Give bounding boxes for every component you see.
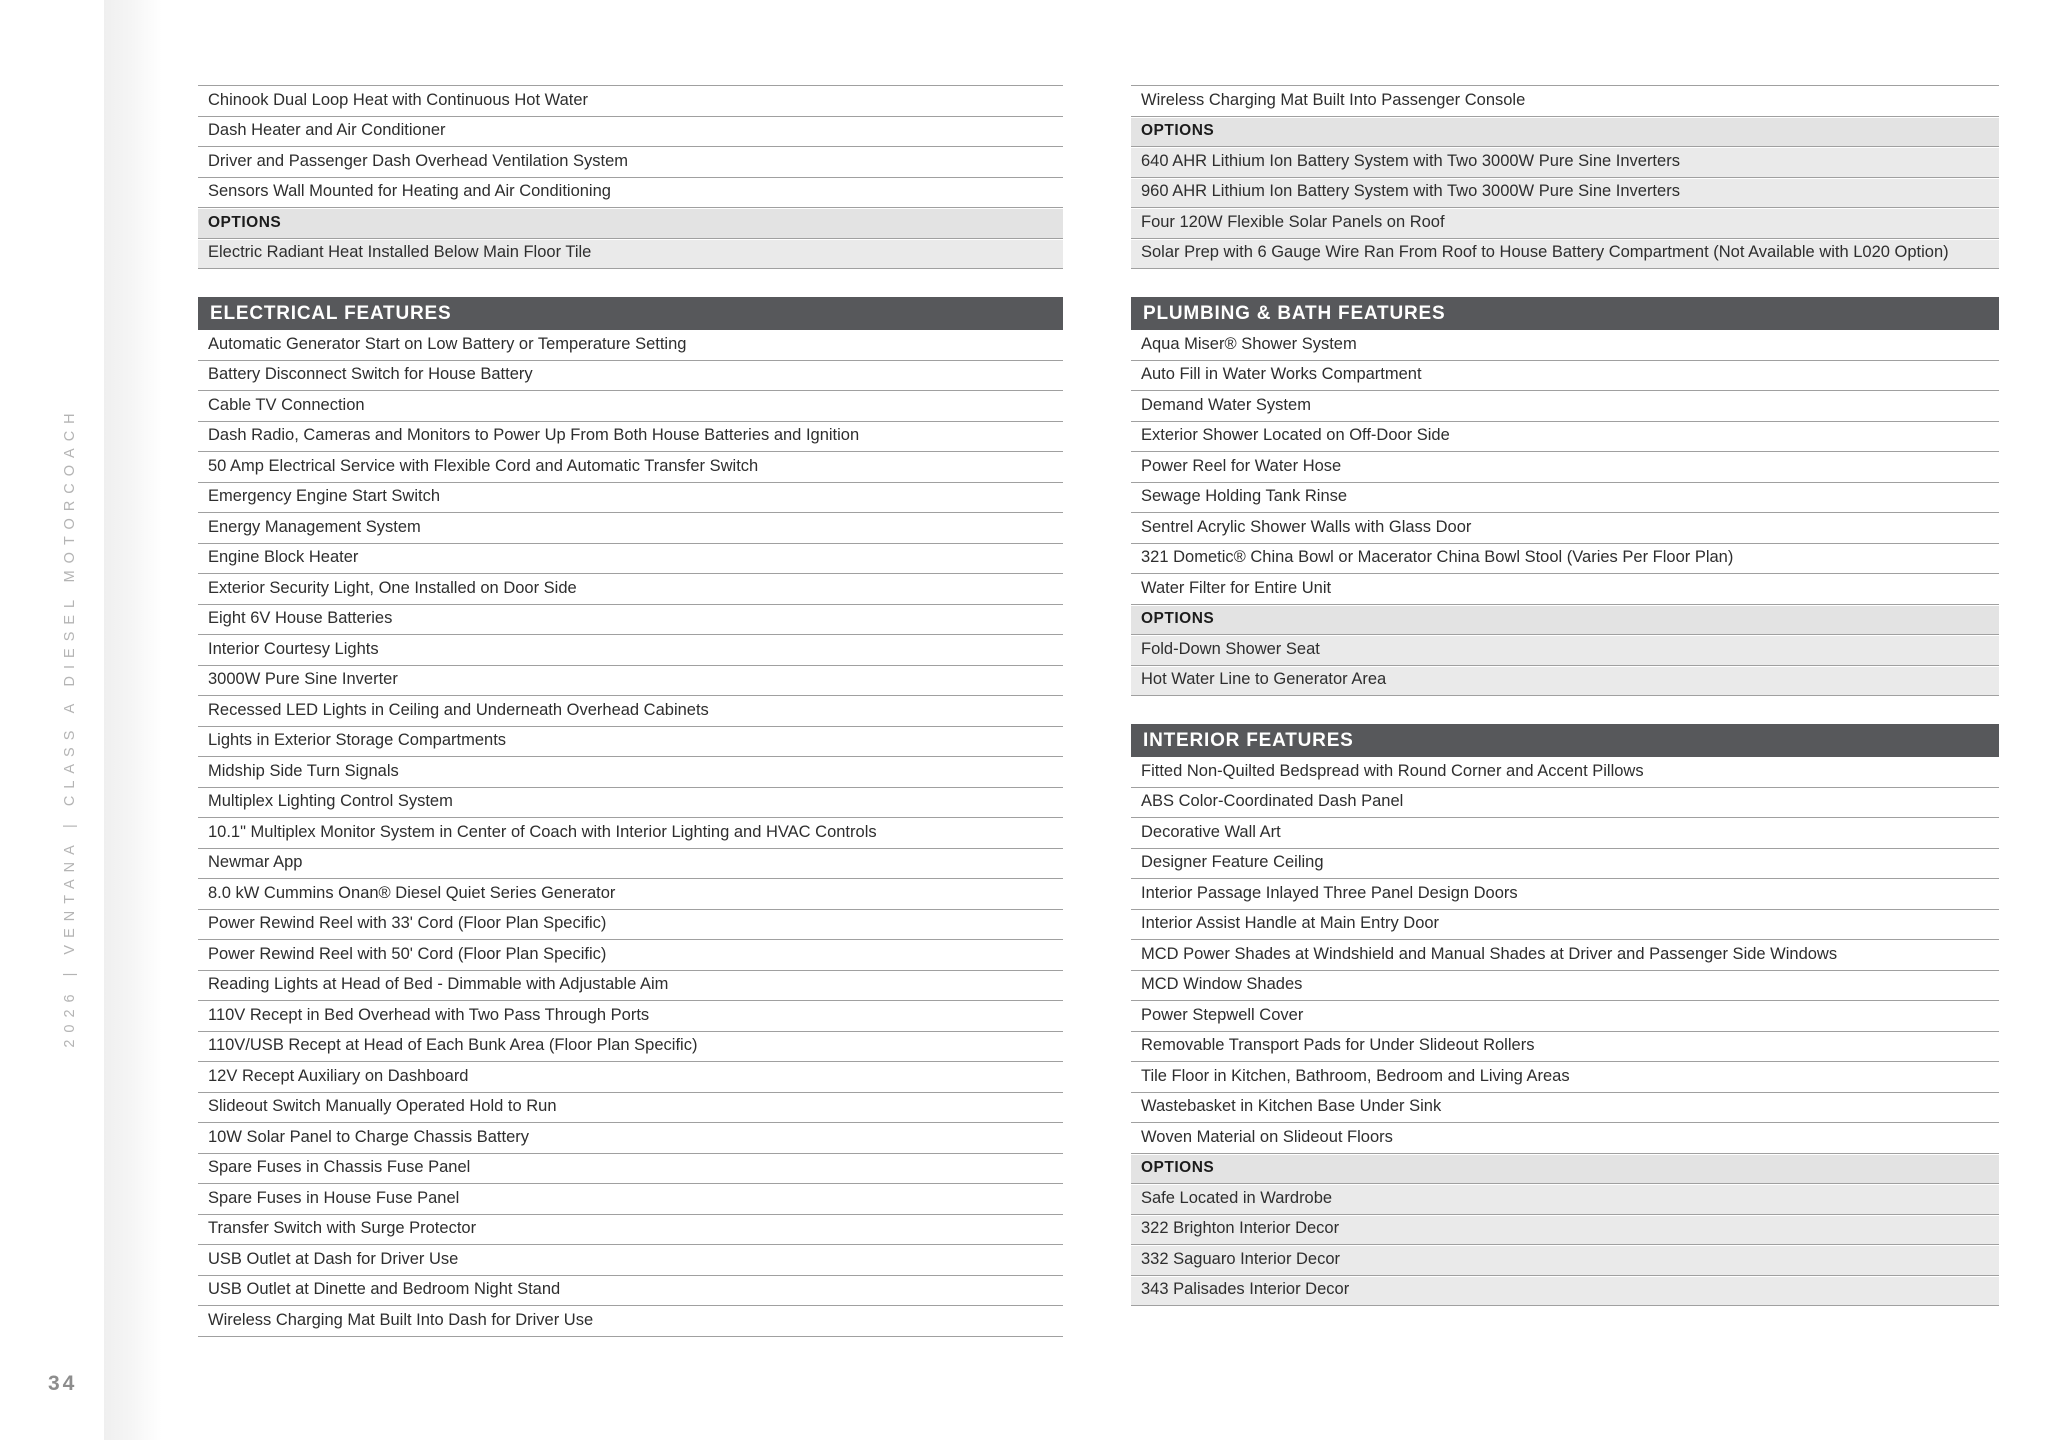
feature-row: Midship Side Turn Signals bbox=[198, 757, 1063, 788]
feature-row: Spare Fuses in House Fuse Panel bbox=[198, 1184, 1063, 1215]
feature-row: Spare Fuses in Chassis Fuse Panel bbox=[198, 1154, 1063, 1185]
feature-row: 10W Solar Panel to Charge Chassis Battery bbox=[198, 1123, 1063, 1154]
feature-row: Battery Disconnect Switch for House Battery bbox=[198, 361, 1063, 392]
right-column bbox=[1131, 85, 1999, 1306]
feature-rows bbox=[1131, 757, 1999, 1306]
left-column bbox=[198, 85, 1063, 1337]
option-row: Four 120W Flexible Solar Panels on Roof bbox=[1131, 208, 1999, 239]
feature-section bbox=[1131, 297, 1999, 696]
options-label-row: OPTIONS bbox=[1131, 1154, 1999, 1185]
feature-row: Reading Lights at Head of Bed - Dimmable with Adjustable Aim bbox=[198, 971, 1063, 1002]
feature-row: Power Reel for Water Hose bbox=[1131, 452, 1999, 483]
feature-row: 8.0 kW Cummins Onan® Diesel Quiet Series Generator bbox=[198, 879, 1063, 910]
feature-rows bbox=[198, 85, 1063, 269]
feature-row: Woven Material on Slideout Floors bbox=[1131, 1123, 1999, 1154]
feature-row: Driver and Passenger Dash Overhead Ventilation System bbox=[198, 147, 1063, 178]
feature-row: Interior Passage Inlayed Three Panel Design Doors bbox=[1131, 879, 1999, 910]
option-row: 640 AHR Lithium Ion Battery System with Two 3000W Pure Sine Inverters bbox=[1131, 147, 1999, 178]
feature-row: Energy Management System bbox=[198, 513, 1063, 544]
option-row: 322 Brighton Interior Decor bbox=[1131, 1215, 1999, 1246]
feature-row: Wireless Charging Mat Built Into Passenger Console bbox=[1131, 86, 1999, 117]
feature-rows bbox=[1131, 330, 1999, 696]
section-header: ELECTRICAL FEATURES bbox=[198, 297, 1063, 330]
feature-row: Slideout Switch Manually Operated Hold to Run bbox=[198, 1093, 1063, 1124]
feature-row: Emergency Engine Start Switch bbox=[198, 483, 1063, 514]
feature-section bbox=[198, 297, 1063, 1337]
feature-row: Sensors Wall Mounted for Heating and Air Conditioning bbox=[198, 178, 1063, 209]
feature-row: Eight 6V House Batteries bbox=[198, 605, 1063, 636]
feature-row: Interior Assist Handle at Main Entry Door bbox=[1131, 910, 1999, 941]
feature-row: Recessed LED Lights in Ceiling and Underneath Overhead Cabinets bbox=[198, 696, 1063, 727]
option-row: Safe Located in Wardrobe bbox=[1131, 1184, 1999, 1215]
feature-row: Fitted Non-Quilted Bedspread with Round Corner and Accent Pillows bbox=[1131, 757, 1999, 788]
feature-row: Exterior Security Light, One Installed on Door Side bbox=[198, 574, 1063, 605]
feature-row: Sewage Holding Tank Rinse bbox=[1131, 483, 1999, 514]
feature-row: Aqua Miser® Shower System bbox=[1131, 330, 1999, 361]
feature-rows bbox=[198, 330, 1063, 1337]
feature-row: Demand Water System bbox=[1131, 391, 1999, 422]
feature-section bbox=[1131, 85, 1999, 269]
feature-row: Removable Transport Pads for Under Slideout Rollers bbox=[1131, 1032, 1999, 1063]
feature-row: Chinook Dual Loop Heat with Continuous Hot Water bbox=[198, 86, 1063, 117]
feature-row: MCD Power Shades at Windshield and Manual Shades at Driver and Passenger Side Windows bbox=[1131, 940, 1999, 971]
feature-row: 110V/USB Recept at Head of Each Bunk Area (Floor Plan Specific) bbox=[198, 1032, 1063, 1063]
feature-row: MCD Window Shades bbox=[1131, 971, 1999, 1002]
option-row: Fold-Down Shower Seat bbox=[1131, 635, 1999, 666]
feature-section bbox=[198, 85, 1063, 269]
feature-row: Wireless Charging Mat Built Into Dash for Driver Use bbox=[198, 1306, 1063, 1337]
feature-row: Lights in Exterior Storage Compartments bbox=[198, 727, 1063, 758]
feature-row: ABS Color-Coordinated Dash Panel bbox=[1131, 788, 1999, 819]
option-row: 343 Palisades Interior Decor bbox=[1131, 1276, 1999, 1307]
section-header: PLUMBING & BATH FEATURES bbox=[1131, 297, 1999, 330]
feature-row: 3000W Pure Sine Inverter bbox=[198, 666, 1063, 697]
page-number: 34 bbox=[48, 1372, 78, 1395]
feature-row: 321 Dometic® China Bowl or Macerator China Bowl Stool (Varies Per Floor Plan) bbox=[1131, 544, 1999, 575]
options-label-row: OPTIONS bbox=[1131, 605, 1999, 636]
feature-row: Interior Courtesy Lights bbox=[198, 635, 1063, 666]
feature-row: Multiplex Lighting Control System bbox=[198, 788, 1063, 819]
feature-section bbox=[1131, 724, 1999, 1306]
feature-row: Dash Heater and Air Conditioner bbox=[198, 117, 1063, 148]
feature-row: Cable TV Connection bbox=[198, 391, 1063, 422]
feature-row: Auto Fill in Water Works Compartment bbox=[1131, 361, 1999, 392]
feature-rows bbox=[1131, 85, 1999, 269]
options-label-row: OPTIONS bbox=[198, 208, 1063, 239]
feature-row: 12V Recept Auxiliary on Dashboard bbox=[198, 1062, 1063, 1093]
feature-row: Tile Floor in Kitchen, Bathroom, Bedroom and Living Areas bbox=[1131, 1062, 1999, 1093]
option-row: Solar Prep with 6 Gauge Wire Ran From Roof to House Battery Compartment (Not Available with L020 Option) bbox=[1131, 239, 1999, 270]
feature-row: Designer Feature Ceiling bbox=[1131, 849, 1999, 880]
feature-row: Water Filter for Entire Unit bbox=[1131, 574, 1999, 605]
options-label-row: OPTIONS bbox=[1131, 117, 1999, 148]
feature-row: Engine Block Heater bbox=[198, 544, 1063, 575]
feature-row: 50 Amp Electrical Service with Flexible Cord and Automatic Transfer Switch bbox=[198, 452, 1063, 483]
feature-row: Power Rewind Reel with 33' Cord (Floor Plan Specific) bbox=[198, 910, 1063, 941]
feature-row: Sentrel Acrylic Shower Walls with Glass Door bbox=[1131, 513, 1999, 544]
sidebar-vertical-text: 2026 | VENTANA | CLASS A DIESEL MOTORCOACH bbox=[62, 406, 78, 1048]
feature-row: USB Outlet at Dash for Driver Use bbox=[198, 1245, 1063, 1276]
feature-row: Dash Radio, Cameras and Monitors to Power Up From Both House Batteries and Ignition bbox=[198, 422, 1063, 453]
page-gutter-shadow bbox=[104, 0, 162, 1440]
option-row: Hot Water Line to Generator Area bbox=[1131, 666, 1999, 697]
feature-row: USB Outlet at Dinette and Bedroom Night Stand bbox=[198, 1276, 1063, 1307]
feature-row: 110V Recept in Bed Overhead with Two Pass Through Ports bbox=[198, 1001, 1063, 1032]
option-row: 332 Saguaro Interior Decor bbox=[1131, 1245, 1999, 1276]
feature-row: Newmar App bbox=[198, 849, 1063, 880]
feature-row: Decorative Wall Art bbox=[1131, 818, 1999, 849]
feature-row: Wastebasket in Kitchen Base Under Sink bbox=[1131, 1093, 1999, 1124]
feature-row: Exterior Shower Located on Off-Door Side bbox=[1131, 422, 1999, 453]
option-row: 960 AHR Lithium Ion Battery System with Two 3000W Pure Sine Inverters bbox=[1131, 178, 1999, 209]
feature-row: 10.1" Multiplex Monitor System in Center of Coach with Interior Lighting and HVAC Controls bbox=[198, 818, 1063, 849]
feature-row: Automatic Generator Start on Low Battery or Temperature Setting bbox=[198, 330, 1063, 361]
section-header: INTERIOR FEATURES bbox=[1131, 724, 1999, 757]
feature-row: Power Stepwell Cover bbox=[1131, 1001, 1999, 1032]
feature-row: Power Rewind Reel with 50' Cord (Floor Plan Specific) bbox=[198, 940, 1063, 971]
option-row: Electric Radiant Heat Installed Below Main Floor Tile bbox=[198, 239, 1063, 270]
feature-row: Transfer Switch with Surge Protector bbox=[198, 1215, 1063, 1246]
